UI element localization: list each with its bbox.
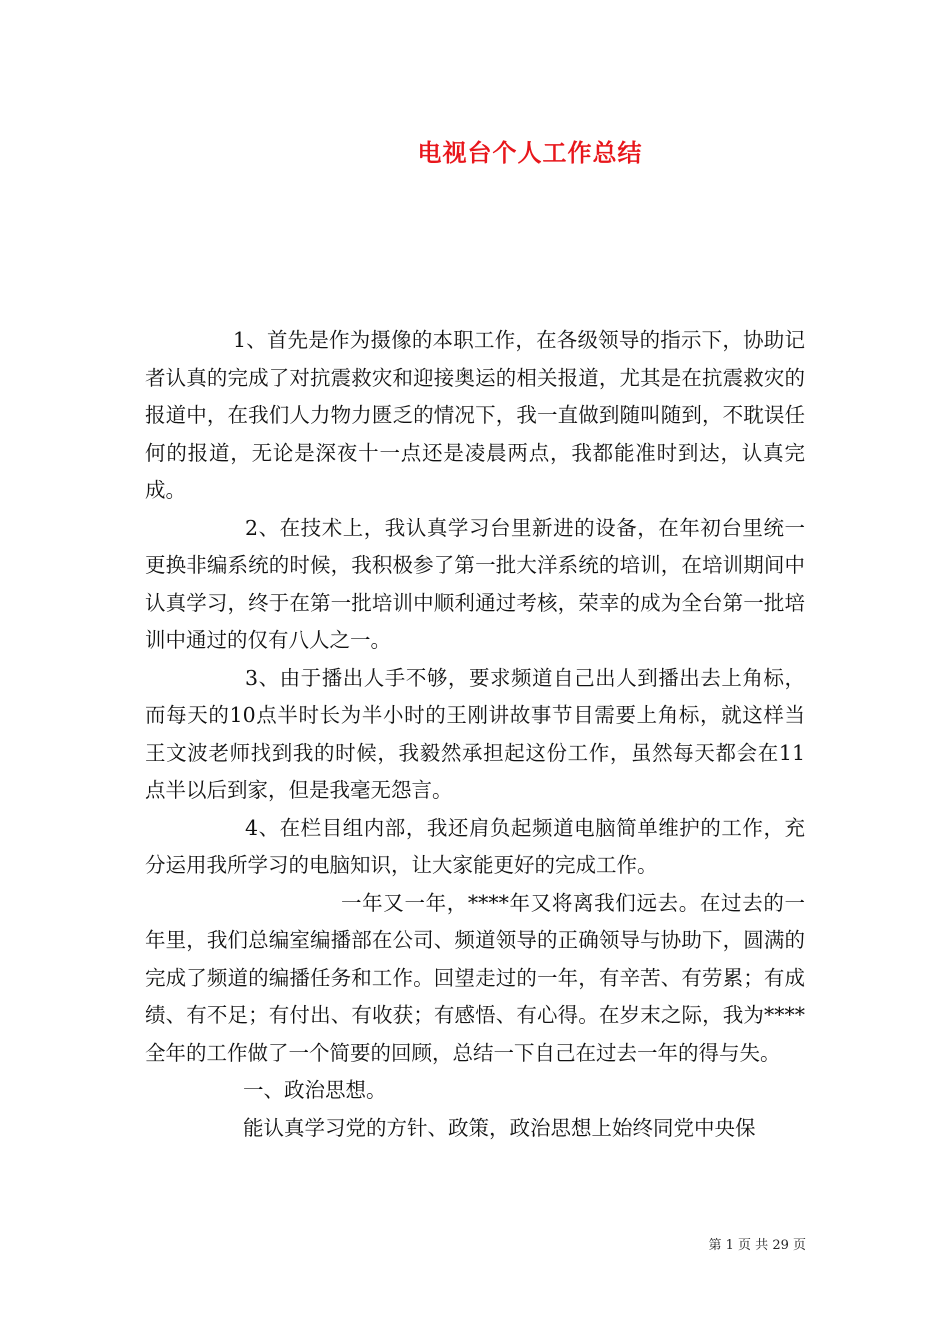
paragraph-6: 能认真学习党的方针、政策，政治思想上始终同党中央保	[243, 1115, 756, 1140]
paragraph-4: 4、在栏目组内部，我还肩负起频道电脑简单维护的工作，充分运用我所学习的电脑知识，让大家能更好的完成工作。	[145, 815, 805, 877]
paragraph-5: 一年又一年，****年又将离我们远去。在过去的一年里，我们总编室编播部在公司、频道领导的正确领导与协助下，圆满的完成了频道的编播任务和工作。回望走过的一年，有辛苦、有劳累；有成绩、有不足；有付出、有收获；有感悟、有心得。在岁末之际，我为****全年的工作做了一个简要的回顾，总结一下自己在过去一年的得与失。	[145, 890, 805, 1065]
document-title: 电视台个人工作总结	[417, 138, 643, 167]
document-body	[145, 322, 805, 1147]
paragraph-1: 1、首先是作为摄像的本职工作，在各级领导的指示下，协助记者认真的完成了对抗震救灾和迎接奥运的相关报道，尤其是在抗震救灾的报道中，在我们人力物力匮乏的情况下，我一直做到随叫随到，不耽误任何的报道，无论是深夜十一点还是凌晨两点，我都能准时到达，认真完成。	[145, 328, 805, 502]
paragraph-3: 3、由于播出人手不够，要求频道自己出人到播出去上角标，而每天的10点半时长为半小时的王刚讲故事节目需要上角标，就这样当王文波老师找到我的时候，我毅然承担起这份工作，虽然每天都会在11点半以后到家，但是我毫无怨言。	[145, 665, 805, 802]
section-heading: 一、政治思想。	[243, 1078, 387, 1102]
paragraph-2: 2、在技术上，我认真学习台里新进的设备，在年初台里统一更换非编系统的时候，我积极参了第一批大洋系统的培训，在培训期间中认真学习，终于在第一批培训中顺利通过考核，荣幸的成为全台第一批培训中通过的仅有八人之一。	[145, 515, 805, 652]
page-number: 第 1 页 共 29 页	[708, 1238, 806, 1253]
